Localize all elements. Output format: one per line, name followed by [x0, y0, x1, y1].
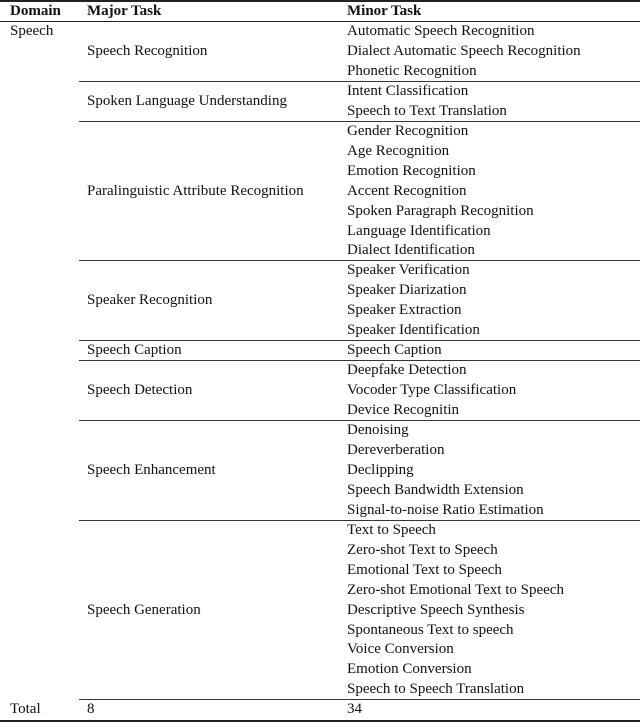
minor-task: Zero-shot Text to Speech	[347, 541, 498, 558]
header-rule	[0, 21, 640, 22]
minor-task: Device Recognitin	[347, 402, 460, 419]
minor-task: Declipping	[347, 461, 414, 478]
major-task: Speech Enhancement	[87, 461, 216, 478]
minor-task: Phonetic Recognition	[347, 62, 477, 79]
minor-task: Speaker Extraction	[347, 302, 462, 319]
major-task: Speech Generation	[87, 601, 201, 618]
minor-task: Emotional Text to Speech	[347, 561, 502, 578]
minor-task: Speaker Verification	[347, 262, 470, 279]
major-task: Speaker Recognition	[87, 292, 213, 309]
minor-task: Denoising	[347, 422, 409, 438]
minor-task: Accent Recognition	[347, 182, 467, 199]
total-minor-count: 34	[347, 701, 362, 717]
minor-task: Text to Speech	[347, 521, 436, 538]
header-major-task: Major Task	[87, 3, 162, 19]
minor-task: Speaker Identification	[347, 322, 480, 339]
minor-task: Speech to Text Translation	[347, 102, 507, 119]
minor-task: Descriptive Speech Synthesis	[347, 601, 525, 618]
minor-task: Automatic Speech Recognition	[347, 23, 535, 39]
header-domain: Domain	[10, 3, 61, 19]
minor-task: Voice Conversion	[347, 641, 454, 658]
minor-task: Intent Classification	[347, 82, 469, 99]
minor-task: Emotion Recognition	[347, 162, 476, 179]
minor-task: Spoken Paragraph Recognition	[347, 202, 534, 219]
minor-task: Dialect Automatic Speech Recognition	[347, 42, 581, 59]
total-label: Total	[10, 701, 41, 717]
major-task: Speech Recognition	[87, 42, 208, 59]
minor-task: Age Recognition	[347, 142, 450, 159]
minor-task: Dialect Identification	[347, 242, 475, 259]
minor-task: Emotion Conversion	[347, 661, 472, 678]
minor-task: Gender Recognition	[347, 122, 469, 139]
major-task: Speech Caption	[87, 342, 182, 359]
minor-task: Speech Caption	[347, 342, 442, 359]
minor-task: Zero-shot Emotional Text to Speech	[347, 581, 564, 598]
minor-task: Speech to Speech Translation	[347, 681, 525, 698]
minor-task: Dereverberation	[347, 441, 445, 458]
minor-task: Deepfake Detection	[347, 362, 467, 379]
major-task: Paralinguistic Attribute Recognition	[87, 182, 304, 199]
minor-task: Spontaneous Text to speech	[347, 621, 514, 638]
header-minor-task: Minor Task	[347, 3, 422, 19]
minor-task: Vocoder Type Classification	[347, 382, 517, 399]
total-major-count: 8	[87, 701, 95, 717]
minor-task: Language Identification	[347, 222, 491, 239]
bottom-rule	[0, 720, 640, 722]
major-task: Spoken Language Understanding	[87, 92, 287, 109]
minor-task: Speaker Diarization	[347, 282, 467, 299]
minor-task: Signal-to-noise Ratio Estimation	[347, 501, 544, 518]
domain-cell: Speech	[10, 23, 54, 39]
major-task: Speech Detection	[87, 382, 193, 399]
minor-task: Speech Bandwidth Extension	[347, 481, 524, 498]
